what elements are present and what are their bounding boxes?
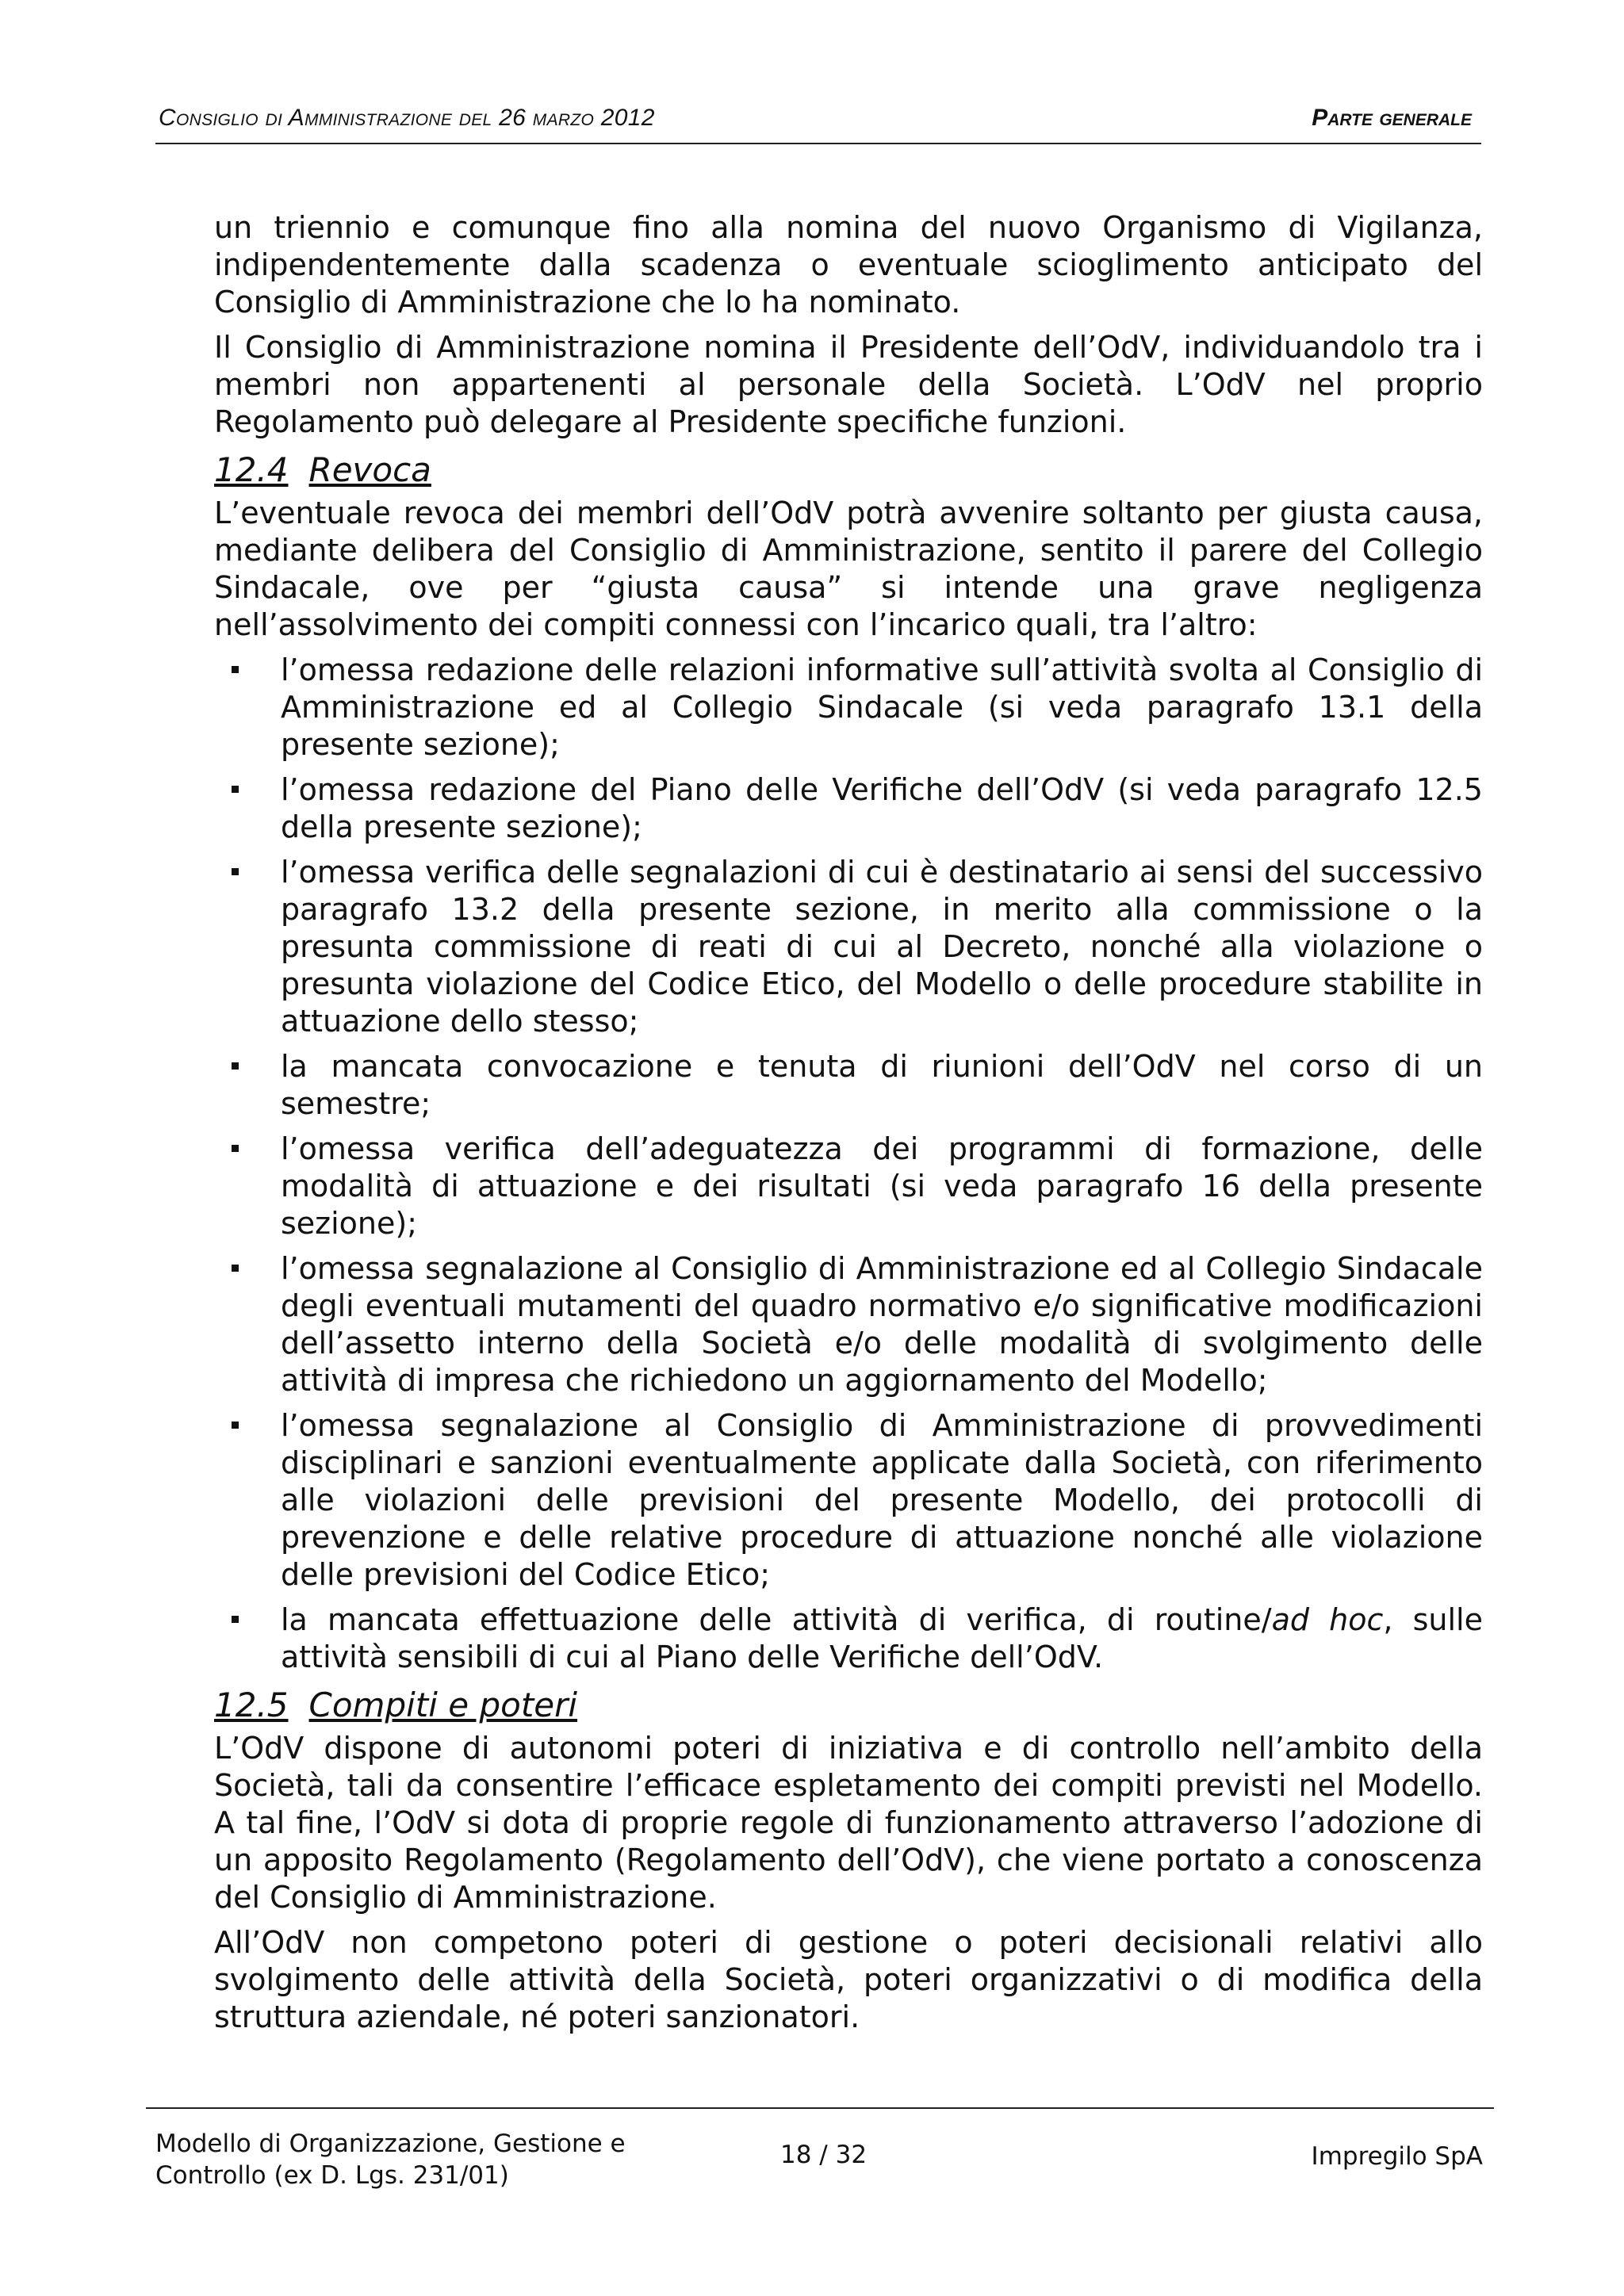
paragraph: L’OdV dispone di autonomi poteri di iniziativa e di controllo nell’ambito della Società, tali da consentire l’efficace espletamento dei compiti previsti nel Modello. A tal fine, l’OdV si dota di proprie regole di funzionamento attraverso l’adozione di un apposito Regolamento (Regolamento dell’OdV), che viene portato a conoscenza del Consiglio di Amministrazione.: [214, 1731, 1483, 1915]
bullet-square-icon: [232, 1265, 239, 1272]
list-item: l’omessa verifica dell’adeguatezza dei programmi di formazione, delle modalità di attuazione e dei risultati (si veda paragrafo 16 della presente sezione);: [214, 1131, 1483, 1242]
footer-document-title: Modello di Organizzazione, Gestione e Controllo (ex D. Lgs. 231/01): [155, 2130, 626, 2190]
section-heading-12-4: [214, 449, 1483, 492]
bullet-square-icon: [232, 786, 239, 793]
bullet-square-icon: [232, 666, 239, 673]
section-number: 12.5: [214, 1686, 289, 1724]
paragraph: L’eventuale revoca dei membri dell’OdV potrà avvenire soltanto per giusta causa, mediante delibera del Consiglio di Amministrazione, sentito il parere del Collegio Sindacale, ove per “giusta causa” si intende una grave negligenza nell’assolvimento dei compiti connessi con l’incarico quali, tra l’altro:: [214, 496, 1483, 642]
bullet-square-icon: [232, 1145, 239, 1152]
list-item: l’omessa segnalazione al Consiglio di Amministrazione ed al Collegio Sindacale degli eventuali mutamenti del quadro normativo e/o significative modificazioni dell’assetto interno della Società e/o delle modalità di svolgimento delle attività di impresa che richiedono un aggiornamento del Modello;: [214, 1250, 1483, 1399]
list-item: l’omessa redazione del Piano delle Verifiche dell’OdV (si veda paragrafo 12.5 della presente sezione);: [214, 771, 1483, 846]
bullet-square-icon: [232, 868, 239, 875]
page-header: [155, 101, 1481, 144]
paragraph: All’OdV non competono poteri di gestione o poteri decisionali relativi allo svolgimento delle attività della Società, poteri organizzativi o di modifica della struttura aziendale, né poteri sanzionatori.: [214, 1925, 1483, 2034]
page-footer: [146, 2107, 1494, 2196]
list-item: l’omessa segnalazione al Consiglio di Amministrazione di provvedimenti disciplinari e sanzioni eventualmente applicate dalla Società, con riferimento alle violazioni delle previsioni del presente Modello, dei protocolli di prevenzione e delle relative procedure di attuazione nonché alle violazione delle previsioni del Codice Etico;: [214, 1407, 1483, 1594]
page-number: 18 / 32: [780, 2141, 868, 2169]
section-number: 12.4: [214, 450, 289, 489]
section-title: Compiti e poteri: [308, 1686, 578, 1724]
list-item: l’omessa verifica delle segnalazioni di cui è destinatario ai sensi del successivo paragrafo 13.2 della presente sezione, in merito alla commissione o la presunta commissione di reati di cui al Decreto, nonché alla violazione o presunta violazione del Codice Etico, del Modello o delle procedure stabilite in attuazione dello stesso;: [214, 854, 1483, 1040]
list-item: la mancata convocazione e tenuta di riunioni dell’OdV nel corso di un semestre;: [214, 1048, 1483, 1123]
header-section-title: Parte generale: [1312, 105, 1472, 131]
header-meeting-title: Consiglio di Amministrazione del 26 marzo 2012: [159, 105, 655, 131]
footer-company: Impregilo SpA: [1311, 2142, 1483, 2171]
section-heading-12-5: [214, 1684, 1483, 1727]
document-body: [214, 209, 1483, 2044]
revocation-causes-list: [214, 652, 1483, 1676]
list-item: la mancata effettuazione delle attività di verifica, di routine/ad hoc, sulle attività sensibili di cui al Piano delle Verifiche dell’OdV.: [214, 1601, 1483, 1676]
section-title: Revoca: [308, 450, 431, 489]
paragraph: Il Consiglio di Amministrazione nomina il Presidente dell’OdV, individuandolo tra i membri non appartenenti al personale della Società. L’OdV nel proprio Regolamento può delegare al Presidente specifiche funzioni.: [214, 330, 1483, 439]
list-item: l’omessa redazione delle relazioni informative sull’attività svolta al Consiglio di Amministrazione ed al Collegio Sindacale (si veda paragrafo 13.1 della presente sezione);: [214, 652, 1483, 763]
bullet-square-icon: [232, 1616, 239, 1623]
bullet-square-icon: [232, 1062, 239, 1070]
bullet-square-icon: [232, 1422, 239, 1429]
paragraph: un triennio e comunque fino alla nomina del nuovo Organismo di Vigilanza, indipendentemente dalla scadenza o eventuale scioglimento anticipato del Consiglio di Amministrazione che lo ha nominato.: [214, 210, 1483, 320]
